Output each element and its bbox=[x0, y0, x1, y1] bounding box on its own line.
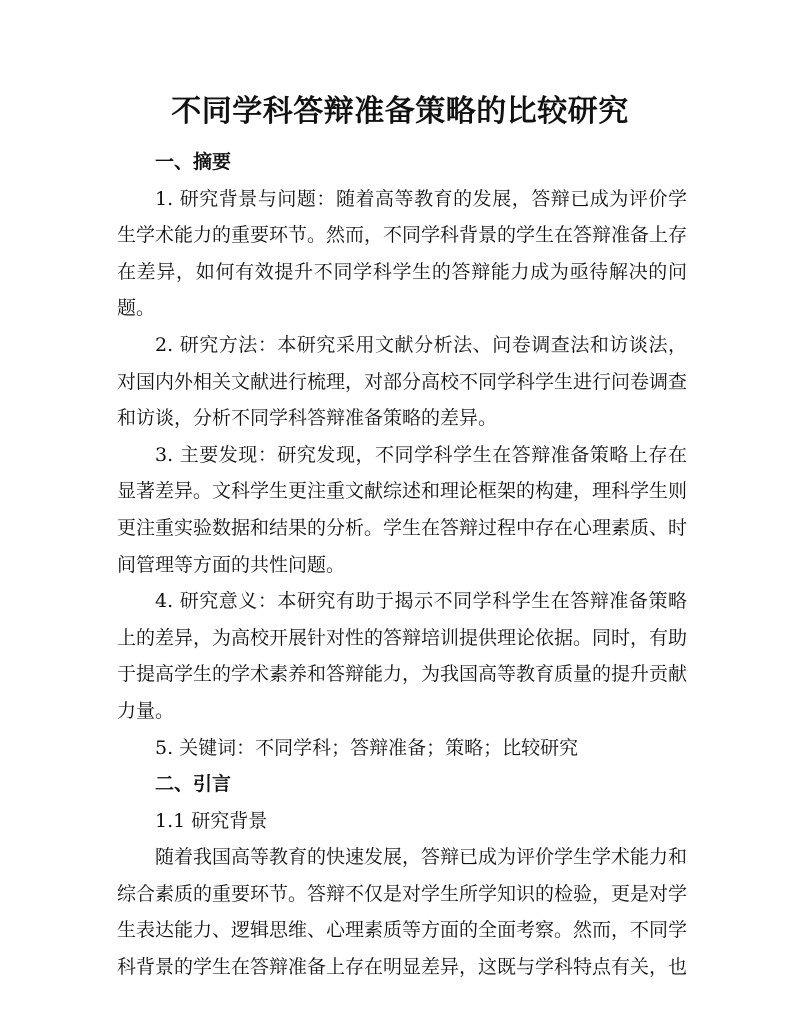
abstract-item-method: 2. 研究方法：本研究采用文献分析法、问卷调查法和访谈法，对国内外相关文献进行梳理，对部分高校不同学科学生进行问卷调查和访谈，分析不同学科答辩准备策略的差异。 bbox=[117, 333, 688, 430]
section-heading-abstract: 一、摘要 bbox=[155, 151, 232, 173]
abstract-item-keywords: 5. 关键词：不同学科；答辩准备；策略；比较研究 bbox=[155, 736, 579, 759]
subsection-heading-background: 1.1 研究背景 bbox=[155, 809, 268, 832]
intro-paragraph: 随着我国高等教育的快速发展，答辩已成为评价学生学术能力和综合素质的重要环节。答辩不仅是对学生所学知识的检验，更是对学生表达能力、逻辑思维、心理素质等方面的全面考察。然而，不同学科背景的学生在答辩准备上存在明显差异，这既与学科特点有关，也 bbox=[117, 846, 688, 979]
document-title: 不同学科答辩准备策略的比较研究 bbox=[171, 94, 629, 129]
section-heading-introduction: 二、引言 bbox=[155, 773, 232, 796]
abstract-item-background: 1. 研究背景与问题：随着高等教育的发展，答辩已成为评价学生学术能力的重要环节。然而，不同学科背景的学生在答辩准备上存在差异，如何有效提升不同学科学生的答辩能力成为亟待解决的问题。 bbox=[117, 187, 688, 320]
document-body bbox=[117, 144, 687, 986]
abstract-item-findings: 3. 主要发现：研究发现，不同学科学生在答辩准备策略上存在显著差异。文科学生更注重文献综述和理论框架的构建，理科学生则更注重实验数据和结果的分析。学生在答辩过程中存在心理素质、时间管理等方面的共性问题。 bbox=[117, 443, 688, 576]
abstract-item-significance: 4. 研究意义：本研究有助于揭示不同学科学生在答辩准备策略上的差异，为高校开展针对性的答辩培训提供理论依据。同时，有助于提高学生的学术素养和答辩能力，为我国高等教育质量的提升贡献力量。 bbox=[117, 590, 688, 722]
